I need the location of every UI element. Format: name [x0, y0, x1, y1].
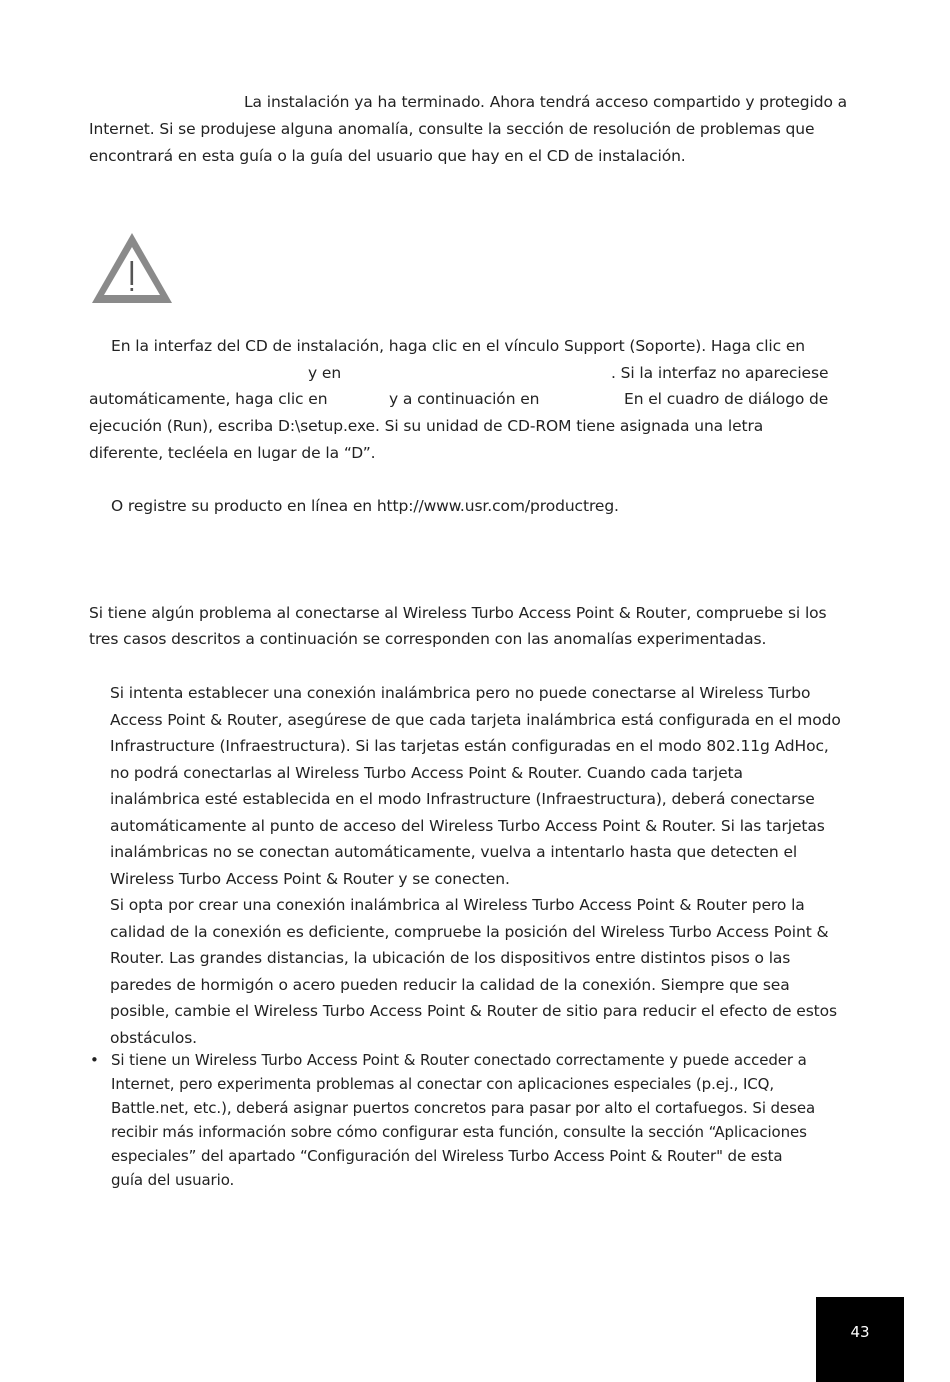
- register-line-5: diferente, tecléela en lugar de la “D”.: [89, 444, 376, 462]
- register-line-4: ejecución (Run), escriba D:\setup.exe. Si su unidad de CD-ROM tiene asignada una letra: [89, 417, 764, 435]
- case2-line-2: calidad de la conexión es deficiente, compruebe la posición del Wireless Turbo Access Point &: [110, 923, 829, 941]
- case3-bullet: •: [90, 1051, 99, 1069]
- register-line-2b: . Si la interfaz no apareciese: [611, 364, 829, 382]
- case3-line-3: Battle.net, etc.), deberá asignar puertos concretos para pasar por alto el cortafuegos. Si desea: [111, 1099, 816, 1117]
- register-line-1: En la interfaz del CD de instalación, haga clic en el vínculo Support (Soporte). Haga clic en: [111, 337, 806, 355]
- finish-text-line-1: La instalación ya ha terminado. Ahora tendrá acceso compartido y protegido a: [244, 93, 848, 111]
- troubleshoot-intro-line-1: Si tiene algún problema al conectarse al Wireless Turbo Access Point & Router, compruebe si los: [89, 604, 827, 622]
- register-line-3c: En el cuadro de diálogo de: [624, 390, 829, 408]
- register-line-3b: y a continuación en: [389, 390, 540, 408]
- case1-line-2: Access Point & Router, asegúrese de que cada tarjeta inalámbrica está configurada en el modo: [110, 711, 841, 729]
- case3-line-4: recibir más información sobre cómo configurar esta función, consulte la sección “Aplicaciones: [111, 1123, 807, 1141]
- finish-text-line-2: Internet. Si se produjese alguna anomalía, consulte la sección de resolución de problemas que: [89, 120, 815, 138]
- page-number: 43: [850, 1323, 870, 1341]
- case1-line-5: inalámbrica esté establecida en el modo Infrastructure (Infraestructura), deberá conectarse: [110, 790, 815, 808]
- case1-line-7: inalámbricas no se conectan automáticamente, vuelva a intentarlo hasta que detecten el: [110, 843, 798, 861]
- warning-triangle-icon: [90, 231, 174, 305]
- case1-line-1: Si intenta establecer una conexión inalámbrica pero no puede conectarse al Wireless Turbo: [110, 684, 811, 702]
- page-number-box: [816, 1297, 904, 1382]
- case1-line-6: automáticamente al punto de acceso del Wireless Turbo Access Point & Router. Si las tarjetas: [110, 817, 825, 835]
- case3-line-2: Internet, pero experimenta problemas al conectar con aplicaciones especiales (p.ej., ICQ,: [111, 1075, 775, 1093]
- case3-line-1: Si tiene un Wireless Turbo Access Point & Router conectado correctamente y puede acceder a: [111, 1051, 807, 1069]
- troubleshoot-intro-line-2: tres casos descritos a continuación se corresponden con las anomalías experimentadas.: [89, 630, 767, 648]
- register-line-3a: automáticamente, haga clic en: [89, 390, 328, 408]
- case2-line-5: posible, cambie el Wireless Turbo Access Point & Router de sitio para reducir el efecto de estos: [110, 1002, 838, 1020]
- case3-line-6: guía del usuario.: [111, 1171, 235, 1189]
- register-online-line: O registre su producto en línea en http://www.usr.com/productreg.: [111, 497, 619, 515]
- finish-text-line-3: encontrará en esta guía o la guía del usuario que hay en el CD de instalación.: [89, 147, 686, 165]
- case2-line-6: obstáculos.: [110, 1029, 198, 1047]
- case2-line-1: Si opta por crear una conexión inalámbrica al Wireless Turbo Access Point & Router pero la: [110, 896, 805, 914]
- case1-line-8: Wireless Turbo Access Point & Router y se conecten.: [110, 870, 510, 888]
- case1-line-3: Infrastructure (Infraestructura). Si las tarjetas están configuradas en el modo 802.11g AdHoc,: [110, 737, 829, 755]
- case1-line-4: no podrá conectarlas al Wireless Turbo Access Point & Router. Cuando cada tarjeta: [110, 764, 743, 782]
- case2-line-3: Router. Las grandes distancias, la ubicación de los dispositivos entre distintos pisos o las: [110, 949, 791, 967]
- case2-line-4: paredes de hormigón o acero pueden reducir la calidad de la conexión. Siempre que sea: [110, 976, 790, 994]
- case3-line-5: especiales” del apartado “Configuración del Wireless Turbo Access Point & Router" de esta: [111, 1147, 783, 1165]
- register-line-2a: y en: [308, 364, 342, 382]
